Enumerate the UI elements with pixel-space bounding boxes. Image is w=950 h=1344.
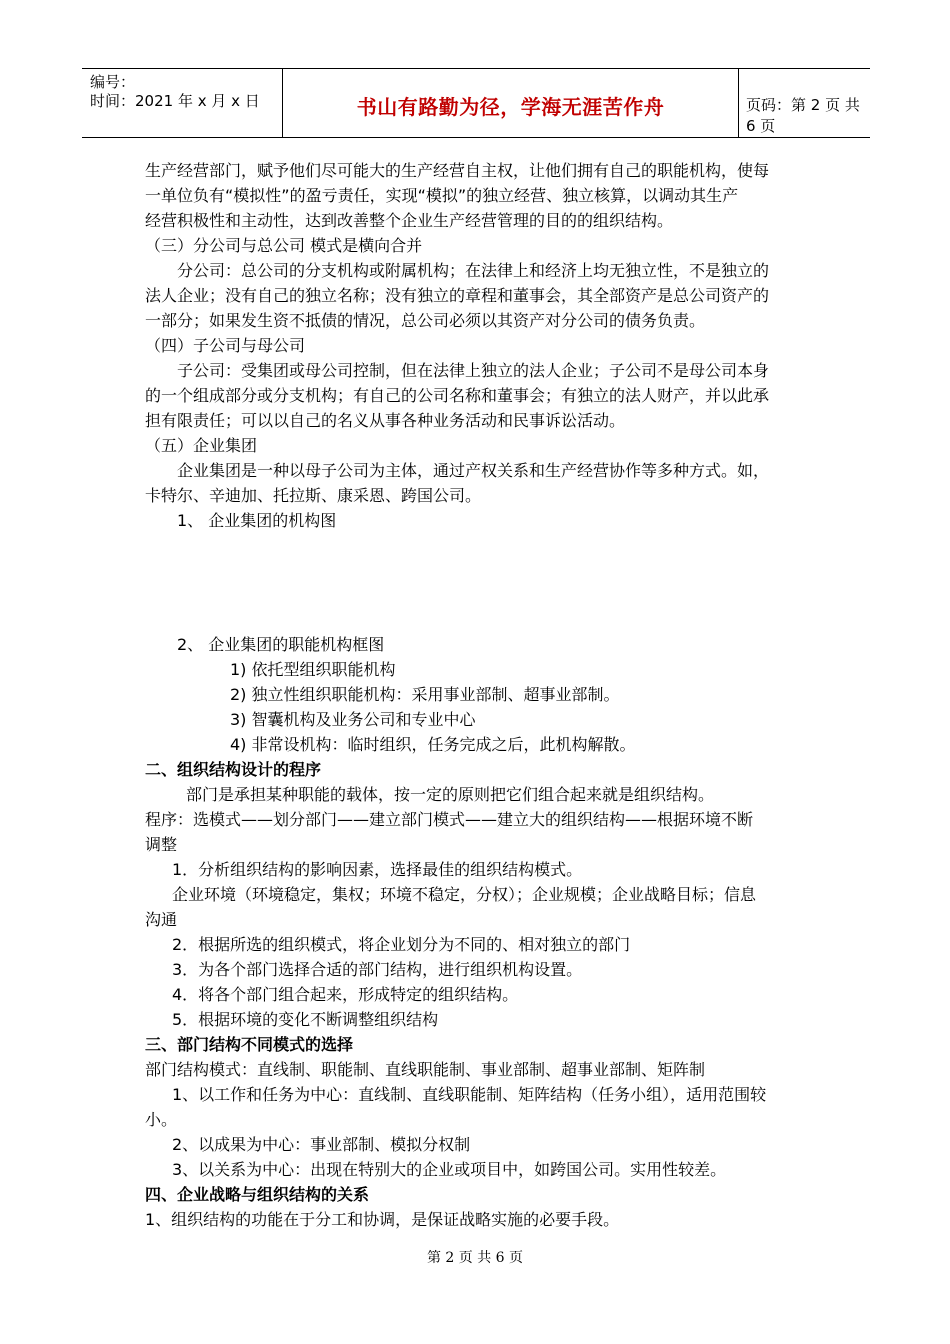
body-line: 的一个组成部分或分支机构；有自己的公司名称和董事会；有独立的法人财产，并以此承: [145, 386, 770, 405]
document-date: 时间：2021 年 x 月 x 日: [90, 92, 260, 110]
list-item: 2、以成果为中心：事业部制、模拟分权制: [172, 1135, 471, 1154]
body-line: 一部分；如果发生资不抵债的情况，总公司必须以其资产对分公司的债务负责。: [145, 311, 706, 330]
header-left-cell: [82, 69, 282, 137]
body-line: 程序：选模式——划分部门——建立部门模式——建立大的组织结构——根据环境不断: [145, 810, 754, 829]
body-line: 法人企业；没有自己的独立名称；没有独立的章程和董事会，其全部资产是总公司资产的: [145, 286, 770, 305]
body-line: 子公司：受集团或母公司控制，但在法律上独立的法人企业；子公司不是母公司本身: [177, 361, 770, 380]
body-line: 企业环境（环境稳定，集权；环境不稳定，分权）；企业规模；企业战略目标；信息: [172, 885, 757, 904]
list-item: 4．将各个部门组合起来，形成特定的组织结构。: [172, 985, 519, 1004]
header-page-cell: [738, 69, 870, 137]
body-line: 生产经营部门，赋予他们尽可能大的生产经营自主权，让他们拥有自己的职能机构，使每: [145, 161, 770, 180]
subsection-heading: （三）分公司与总公司 模式是横向合并: [145, 236, 423, 255]
body-line: 部门是承担某种职能的载体，按一定的原则把它们组合起来就是组织结构。: [186, 785, 715, 804]
page-header: [82, 68, 870, 138]
body-line: 一单位负有“模拟性”的盈亏责任，实现“模拟”的独立经营、独立核算，以调动其生产: [145, 186, 739, 205]
list-item: 1) 依托型组织职能机构: [230, 660, 396, 679]
section-heading: 三、部门结构不同模式的选择: [145, 1035, 354, 1054]
list-item: 1、以工作和任务为中心：直线制、直线职能制、矩阵结构（任务小组），适用范围较: [172, 1085, 767, 1104]
body-line: 部门结构模式：直线制、职能制、直线职能制、事业部制、超事业部制、矩阵制: [145, 1060, 706, 1079]
list-item: 1、 企业集团的机构图: [177, 511, 337, 530]
list-item: 3) 智囊机构及业务公司和专业中心: [230, 710, 476, 729]
list-item: 2．根据所选的组织模式，将企业划分为不同的、相对独立的部门: [172, 935, 631, 954]
list-item: 1．分析组织结构的影响因素，选择最佳的组织结构模式。: [172, 860, 583, 879]
section-heading: 四、企业战略与组织结构的关系: [145, 1185, 370, 1204]
body-line: 企业集团是一种以母子公司为主体，通过产权关系和生产经营协作等多种方式。如，: [177, 461, 770, 480]
header-motto-cell: [282, 69, 739, 137]
body-line: 经营积极性和主动性，达到改善整个企业生产经营管理的目的的组织结构。: [145, 211, 674, 230]
body-line: 沟通: [145, 910, 178, 929]
header-motto: 书山有路勤为径，学海无涯苦作舟: [356, 95, 665, 119]
document-number-label: 编号：: [90, 73, 136, 91]
subsection-heading: （五）企业集团: [145, 436, 258, 455]
list-item: 2、 企业集团的职能机构框图: [177, 635, 385, 654]
body-line: 1、组织结构的功能在于分工和协调，是保证战略实施的必要手段。: [145, 1210, 620, 1229]
header-page-info: 页码：第 2 页 共 6 页: [746, 96, 860, 135]
body-line: 担有限责任；可以以自己的名义从事各种业务活动和民事诉讼活动。: [145, 411, 626, 430]
body-line: 小。: [145, 1110, 178, 1129]
list-item: 3．为各个部门选择合适的部门结构，进行组织机构设置。: [172, 960, 583, 979]
list-item: 4) 非常设机构：临时组织，任务完成之后，此机构解散。: [230, 735, 636, 754]
section-heading: 二、组织结构设计的程序: [145, 760, 322, 779]
list-item: 5．根据环境的变化不断调整组织结构: [172, 1010, 439, 1029]
page-footer: 第 2 页 共 6 页: [426, 1250, 524, 1266]
list-item: 3、以关系为中心：出现在特别大的企业或项目中，如跨国公司。实用性较差。: [172, 1160, 727, 1179]
body-line: 卡特尔、辛迪加、托拉斯、康采恩、跨国公司。: [145, 486, 482, 505]
subsection-heading: （四）子公司与母公司: [145, 336, 306, 355]
body-line: 分公司：总公司的分支机构或附属机构；在法律上和经济上均无独立性，不是独立的: [177, 261, 770, 280]
list-item: 2) 独立性组织职能机构：采用事业部制、超事业部制。: [230, 685, 620, 704]
body-line: 调整: [145, 835, 178, 854]
